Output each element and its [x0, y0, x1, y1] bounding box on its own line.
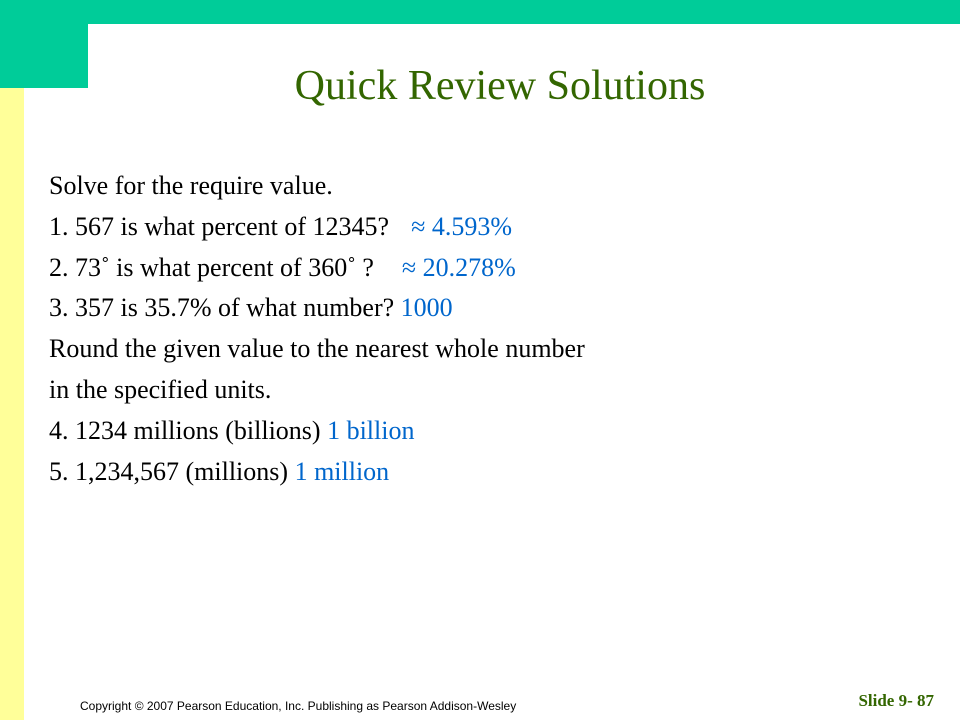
line-text: 2. 73˚ is what percent of 360˚ ?	[49, 252, 374, 282]
line-text: 5. 1,234,567 (millions)	[49, 456, 289, 486]
copyright-footer: Copyright © 2007 Pearson Education, Inc. Publishing as Pearson Addison-Wesley	[80, 699, 517, 713]
left-accent-strip	[0, 88, 24, 720]
line-text: Solve for the require value.	[49, 171, 333, 200]
line-text: 3. 357 is 35.7% of what number?	[49, 293, 395, 323]
body-line-question-2	[49, 248, 585, 289]
line-text: 4. 1234 millions (billions)	[49, 415, 321, 445]
answer-text: ≈ 20.278%	[401, 252, 516, 282]
body-line-question-3	[49, 288, 585, 329]
answer-text: 1 million	[294, 456, 390, 486]
body-line-round-instruction	[49, 329, 585, 370]
top-accent-bar	[0, 0, 960, 24]
body-line-instruction	[49, 166, 585, 207]
answer-text: ≈ 4.593%	[411, 211, 513, 241]
line-text: 1. 567 is what percent of 12345?	[49, 211, 390, 241]
slide-body	[49, 166, 585, 492]
body-line-round-instruction-cont	[49, 370, 585, 411]
answer-text: 1000	[400, 293, 453, 323]
answer-text: 1 billion	[327, 415, 415, 445]
slide-number: Slide 9- 87	[858, 691, 934, 710]
body-line-question-1	[49, 207, 585, 248]
line-text: in the specified units.	[49, 374, 272, 404]
body-line-question-5	[49, 452, 585, 493]
line-text: Round the given value to the nearest whole number	[49, 334, 585, 364]
body-line-question-4	[49, 411, 585, 452]
slide-title: Quick Review Solutions	[294, 63, 706, 109]
